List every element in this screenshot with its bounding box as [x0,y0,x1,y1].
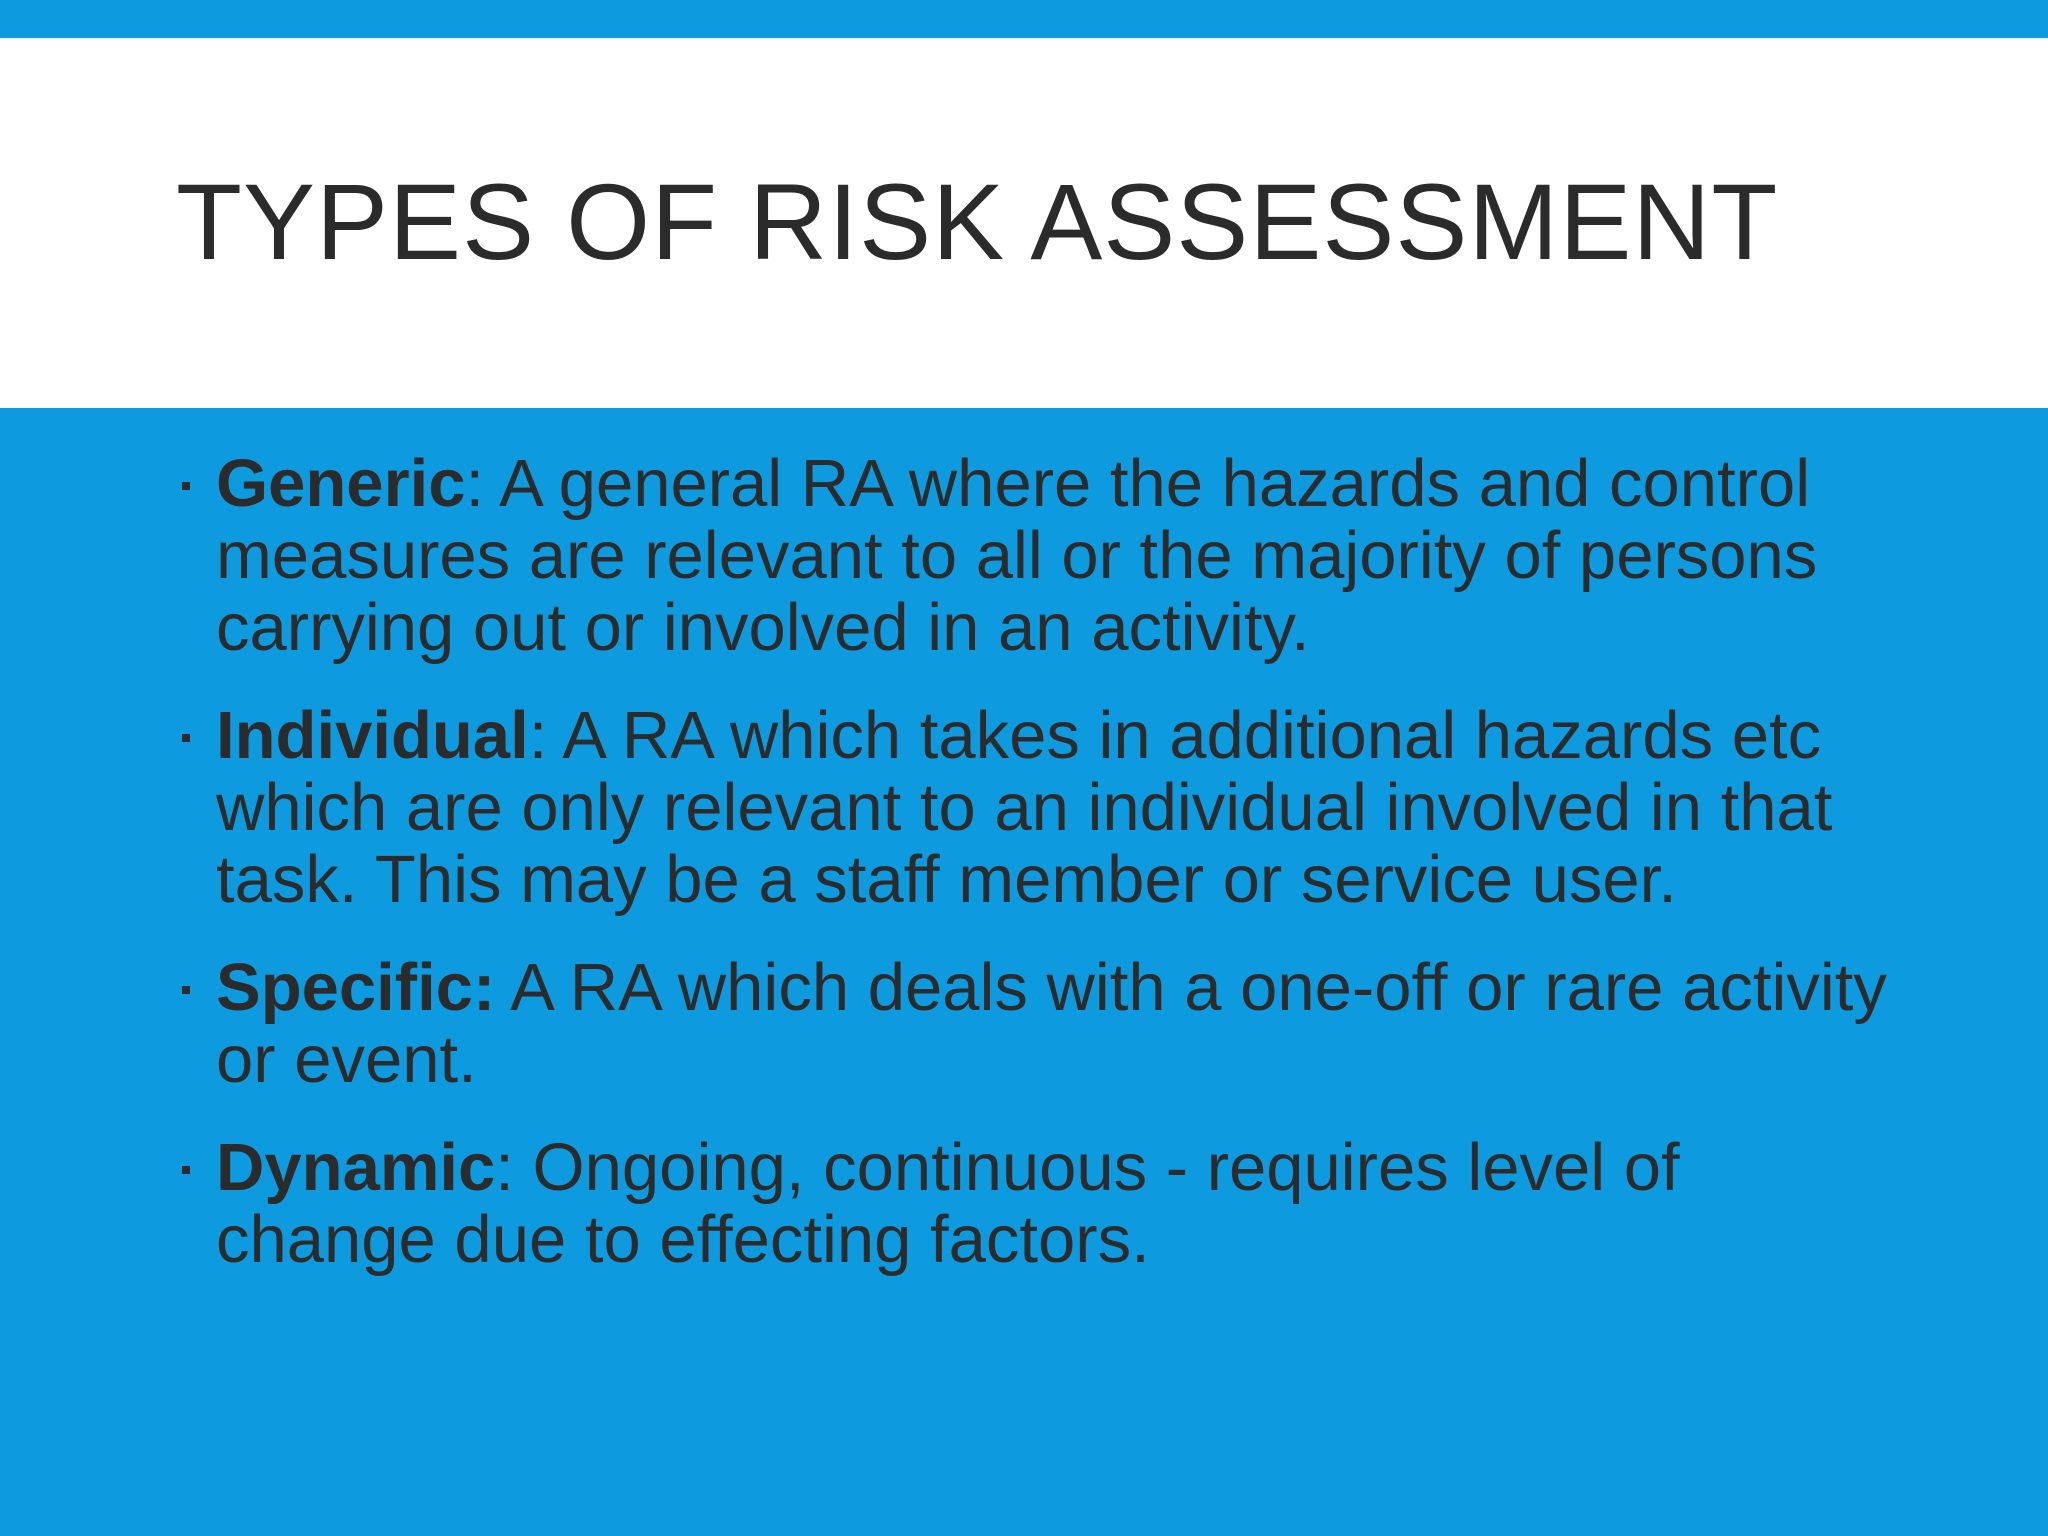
bullet-term: Dynamic [216,1130,496,1205]
bullet-text: A RA which takes in additional hazards etc which are only relevant to an individual involved in that task. This may be a staff member or service user. [216,698,1833,917]
bullet-separator: : [495,1130,514,1205]
square-bullet-icon [182,734,190,742]
bullet-text: A general RA where the hazards and control measures are relevant to all or the majority of persons carrying out or involved in an activity. [216,446,1818,665]
bullet-item-specific [176,952,1896,1096]
bullet-text: A RA which deals with a one-off or rare activity or event. [216,950,1887,1097]
top-accent-bar [0,0,2048,38]
square-bullet-icon [182,1166,190,1174]
square-bullet-icon [182,482,190,490]
bullet-separator: : [528,698,548,773]
square-bullet-icon [182,986,190,994]
bullet-item-generic [176,448,1896,664]
bullet-item-dynamic [176,1132,1896,1276]
bullet-item-individual [176,700,1896,916]
bullet-list [176,448,1896,1312]
slide-title: TYPES OF RISK ASSESSMENT [176,161,1779,282]
bullet-term: Specific: [216,950,496,1025]
bullet-text: Ongoing, continuous - requires level of change due to effecting factors. [216,1130,1680,1277]
bullet-term: Individual [216,698,529,773]
bullet-separator: : [465,446,485,521]
bullet-term: Generic [216,446,466,521]
